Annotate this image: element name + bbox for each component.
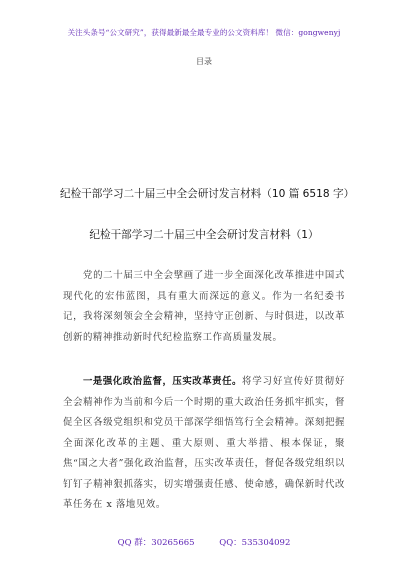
body-paragraph-1: 党的二十届三中全会擘画了进一步全面深化改革推进中国式现代化的宏伟蓝图，具有重大而深远的意义。作为一名纪委书记，我将深刻领会全会精神，坚持守正创新、与时俱进，以改革创新的精神推动新时代纪检监察工作高质量发展。 — [63, 270, 345, 343]
paragraph-lead-heading: 一是强化政治监督，压实改革责任。 — [83, 376, 242, 387]
document-title: 纪检干部学习二十届三中全会研讨发言材料（10 篇 6518 字） — [60, 188, 355, 200]
footer-contact — [0, 536, 408, 548]
footer-qq-group: QQ 群：30265665 — [117, 538, 195, 548]
body-paragraph-2 — [63, 372, 345, 516]
header-promo-text: 关注头条号“公文研究”，获得最新最全最专业的公文资料库！ 微信：gongwenyj — [67, 28, 341, 37]
paragraph-2-body: 将学习好宣传好贯彻好全会精神作为当前和今后一个时期的重大政治任务抓牢抓实，督促全区各级党组织和党员干部深学细悟笃行全会精神。深刻把握全面深化改革的主题、重大原则、重大举措、根本保证，聚焦“国之大者”强化政治监督，压实改革责任，督促各级党组织以钉钉子精神狠抓落实，切实增强责任感、使命感，确保新时代改革任务在 x 落地见效。 — [63, 376, 345, 510]
document-subtitle: 纪检干部学习二十届三中全会研讨发言材料（1） — [89, 229, 319, 241]
footer-qq-number: QQ：535304092 — [219, 538, 291, 548]
toc-label: 目录 — [196, 57, 212, 66]
